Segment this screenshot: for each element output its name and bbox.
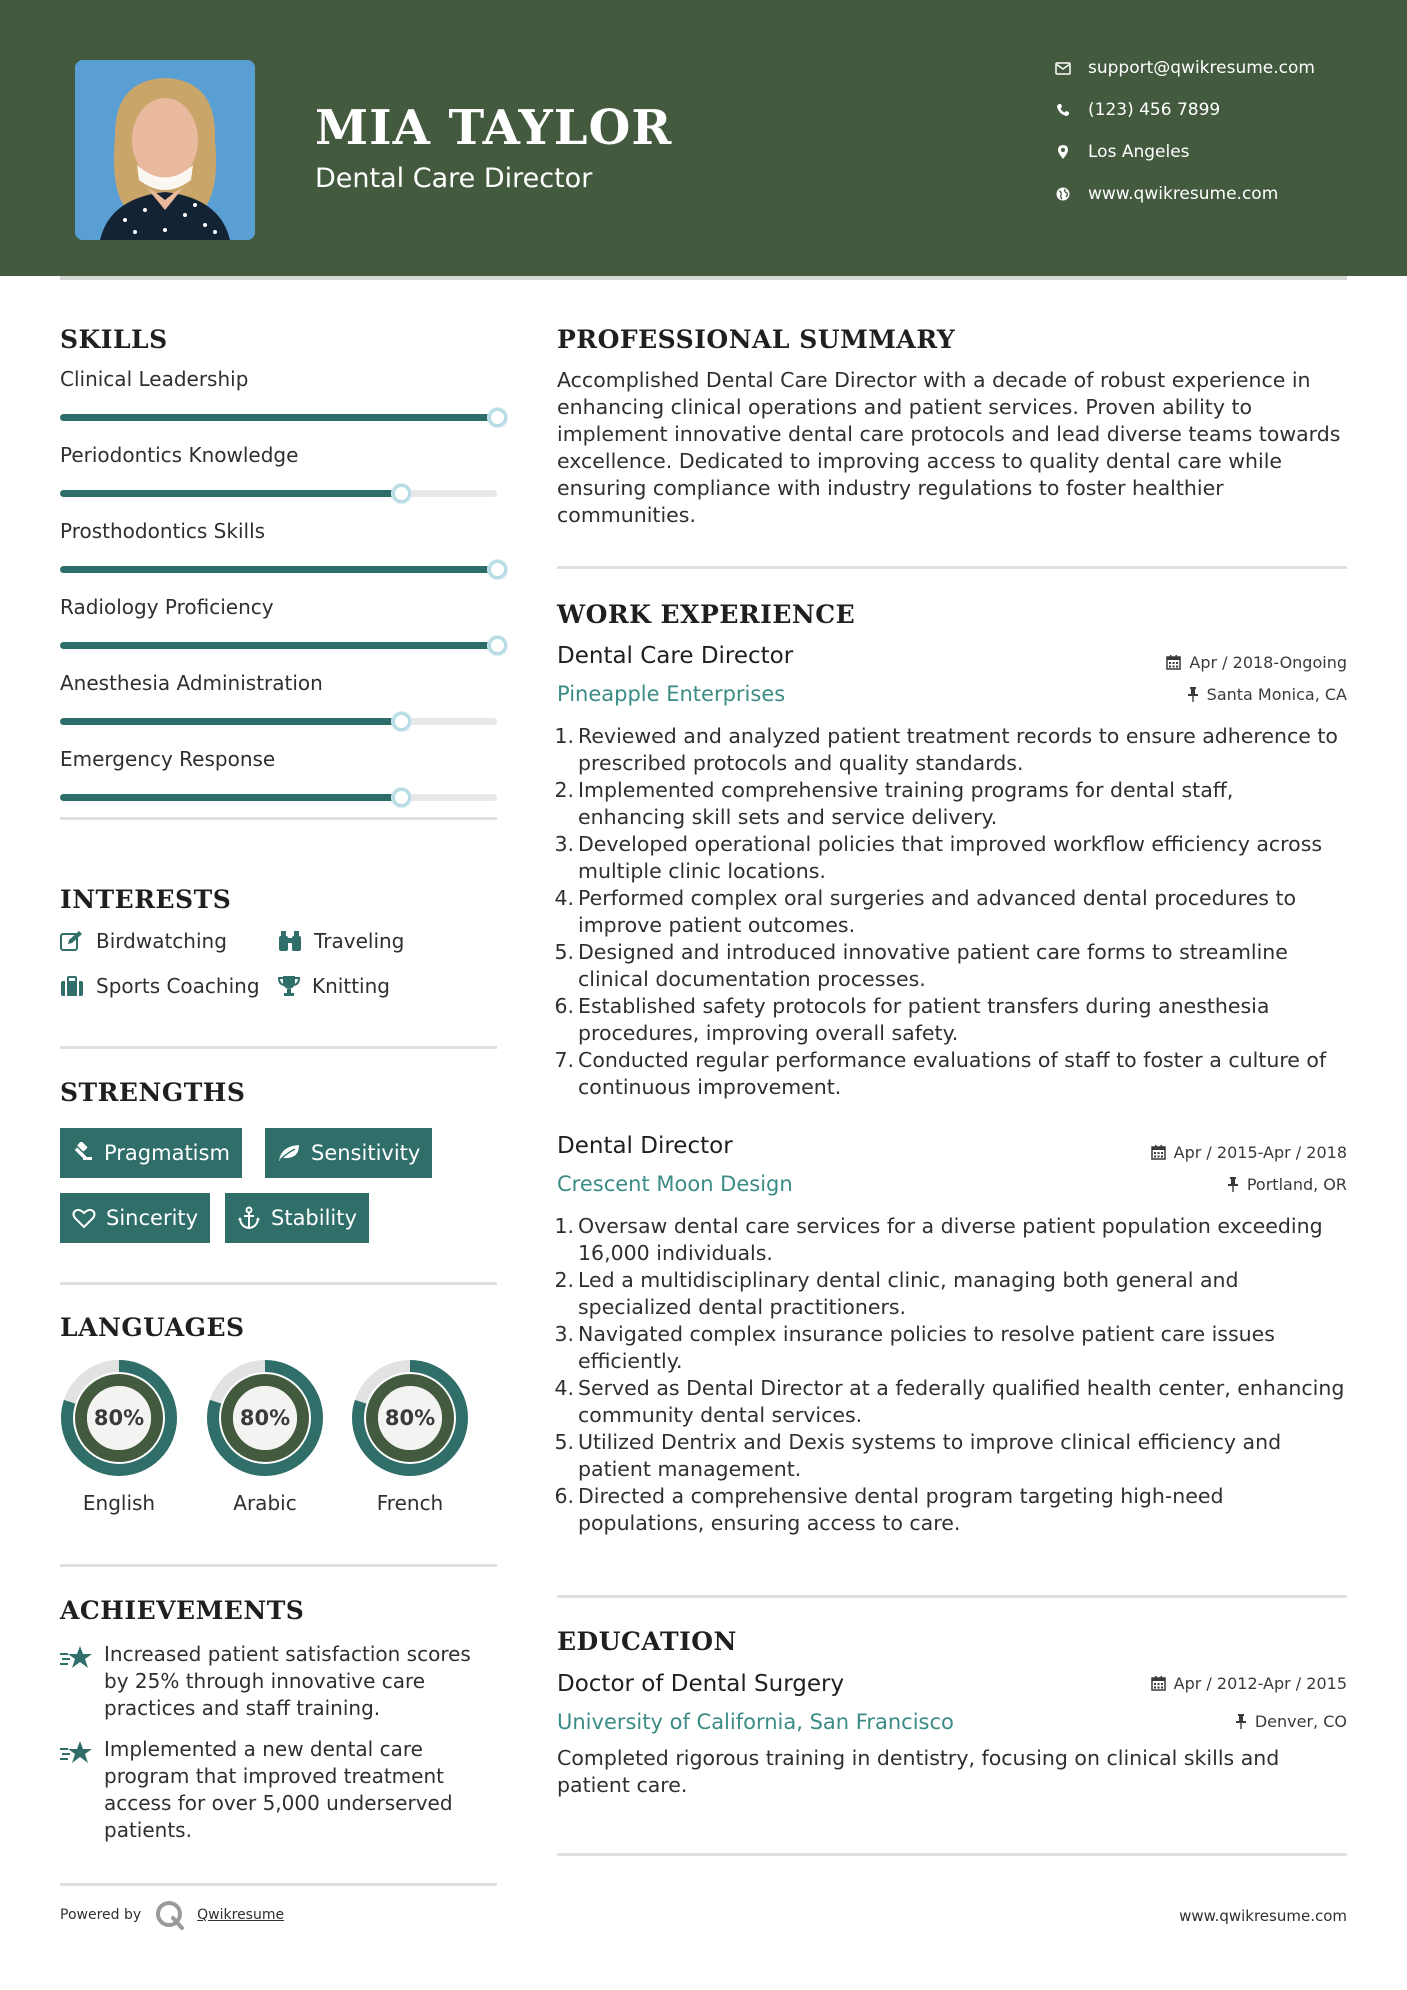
strength-label: Sensitivity [311, 1141, 421, 1165]
section-divider [60, 817, 497, 820]
job-dates-text: Apr / 2018-Ongoing [1189, 653, 1347, 672]
star-icon [60, 1736, 104, 1844]
footer-website[interactable]: www.qwikresume.com [1179, 1907, 1347, 1925]
interests-heading: INTERESTS [60, 885, 232, 914]
job-dates [1166, 653, 1347, 672]
skill-bar-knob [392, 484, 411, 503]
job-bullet [552, 1267, 1347, 1321]
calendar-icon [1151, 1145, 1166, 1160]
bullet-number: 1. [554, 724, 574, 748]
education-dates-text: Apr / 2012-Apr / 2015 [1173, 1674, 1347, 1693]
map-pin-icon [1050, 145, 1076, 159]
skill-label: Periodontics Knowledge [60, 443, 299, 467]
job-title: Dental Director [557, 1133, 733, 1159]
job-bullet-list [552, 723, 1347, 1101]
interest-label: Sports Coaching [96, 974, 260, 998]
bullet-text: Established safety protocols for patient transfers during anesthesia procedures, improving overall safety. [578, 994, 1270, 1045]
skill-bar-knob [488, 408, 507, 427]
job-bullet [552, 1047, 1347, 1101]
section-divider [557, 1853, 1347, 1856]
qwikresume-logo-icon [155, 1900, 185, 1930]
education-location [1235, 1712, 1347, 1731]
bullet-number: 6. [554, 994, 574, 1018]
job-bullet [552, 777, 1347, 831]
interest-item [278, 974, 390, 998]
language-percent: 80% [239, 1406, 291, 1430]
job-company: Pineapple Enterprises [557, 682, 786, 706]
bullet-text: Navigated complex insurance policies to resolve patient care issues efficiently. [578, 1322, 1275, 1373]
skill-bar-fill [60, 642, 497, 649]
skill-bar-knob [392, 788, 411, 807]
bullet-text: Designed and introduced innovative patient care forms to streamline clinical documentation processes. [578, 940, 1288, 991]
skill-label: Prosthodontics Skills [60, 519, 266, 543]
language-label: English [82, 1491, 156, 1515]
bullet-number: 5. [554, 1430, 574, 1454]
job-location-text: Portland, OR [1246, 1175, 1347, 1194]
contact-email-text: support@qwikresume.com [1088, 58, 1315, 78]
skill-label: Clinical Leadership [60, 367, 249, 391]
header-banner [0, 0, 1407, 276]
skill-label: Emergency Response [60, 747, 276, 771]
bullet-text: Utilized Dentrix and Dexis systems to improve clinical efficiency and patient management. [578, 1430, 1282, 1481]
section-divider [60, 1564, 497, 1567]
job-location-text: Santa Monica, CA [1206, 685, 1347, 704]
education-school: University of California, San Francisco [557, 1710, 954, 1734]
skill-bar [60, 414, 497, 421]
work-heading: WORK EXPERIENCE [557, 600, 856, 629]
job-bullet [552, 939, 1347, 993]
skills-heading: SKILLS [60, 325, 168, 354]
job-bullet [552, 993, 1347, 1047]
edit-icon [60, 931, 84, 951]
interest-label: Traveling [314, 929, 405, 953]
bullet-text: Reviewed and analyzed patient treatment records to ensure adherence to prescribed protocols and quality standards. [578, 724, 1338, 775]
bullet-number: 2. [554, 1268, 574, 1292]
job-company: Crescent Moon Design [557, 1172, 793, 1196]
strength-tag [60, 1193, 210, 1243]
skill-label: Radiology Proficiency [60, 595, 274, 619]
bullet-number: 7. [554, 1048, 574, 1072]
calendar-icon [1166, 655, 1181, 670]
job-bullet [552, 831, 1347, 885]
bullet-text: Served as Dental Director at a federally qualified health center, enhancing community dental services. [578, 1376, 1345, 1427]
skill-bar-knob [392, 712, 411, 731]
summary-text: Accomplished Dental Care Director with a decade of robust experience in enhancing clinical operations and patient services. Proven ability to implement innovative dental care protocols and lead diverse teams towards excellence. Dedicated to improving access to quality dental care while ensuring compliance with industry regulations to foster healthier communities. [557, 368, 1341, 527]
job-bullet [552, 1483, 1347, 1537]
star-icon [60, 1641, 104, 1722]
bullet-number: 4. [554, 1376, 574, 1400]
language-donut [59, 1358, 179, 1478]
profile-photo [75, 60, 255, 240]
education-description: Completed rigorous training in dentistry, focusing on clinical skills and patient care. [557, 1746, 1280, 1797]
achievement-text: Implemented a new dental care program that improved treatment access for over 5,000 underserved patients. [104, 1737, 453, 1842]
job-bullet [552, 1375, 1347, 1429]
language-label: Arabic [233, 1491, 297, 1515]
heart-icon [72, 1208, 96, 1229]
skill-bar [60, 566, 497, 573]
bullet-number: 6. [554, 1484, 574, 1508]
bullet-text: Oversaw dental care services for a diverse patient population exceeding 16,000 individuals. [578, 1214, 1323, 1265]
achievement-text: Increased patient satisfaction scores by 25% through innovative care practices and staff training. [104, 1642, 471, 1720]
skill-bar-fill [60, 566, 497, 573]
job-bullet [552, 1321, 1347, 1375]
interest-label: Knitting [312, 974, 390, 998]
achievement-item [60, 1736, 500, 1844]
bullet-number: 1. [554, 1214, 574, 1238]
pushpin-icon [1227, 1177, 1239, 1192]
skill-label: Anesthesia Administration [60, 671, 323, 695]
strength-tag [265, 1128, 432, 1178]
skill-bar-knob [488, 636, 507, 655]
skill-bar-knob [488, 560, 507, 579]
bullet-number: 4. [554, 886, 574, 910]
job-title: Dental Care Director [557, 643, 794, 669]
strength-tag [225, 1193, 369, 1243]
leaf-icon [277, 1143, 301, 1163]
pushpin-icon [1235, 1714, 1247, 1729]
contact-location [1050, 142, 1190, 162]
binoculars-icon [278, 930, 302, 952]
bullet-number: 5. [554, 940, 574, 964]
skill-bar-fill [60, 414, 497, 421]
strength-label: Stability [271, 1206, 357, 1230]
skill-bar [60, 642, 497, 649]
section-divider [60, 1282, 497, 1285]
bullet-number: 3. [554, 832, 574, 856]
header-divider [60, 276, 1347, 280]
bullet-text: Implemented comprehensive training programs for dental staff, enhancing skill sets and service delivery. [578, 778, 1234, 829]
job-bullet [552, 1429, 1347, 1483]
bullet-number: 3. [554, 1322, 574, 1346]
globe-icon [1050, 187, 1076, 201]
phone-icon [1050, 103, 1076, 117]
language-donut [350, 1358, 470, 1478]
bullet-text: Conducted regular performance evaluations of staff to foster a culture of continuous improvement. [578, 1048, 1327, 1099]
contact-location-text: Los Angeles [1088, 142, 1190, 162]
education-dates [1151, 1674, 1347, 1693]
bullet-text: Developed operational policies that improved workflow efficiency across multiple clinic locations. [578, 832, 1323, 883]
summary-heading: PROFESSIONAL SUMMARY [557, 325, 956, 354]
candidate-role: Dental Care Director [315, 163, 593, 194]
section-divider [60, 1046, 497, 1049]
envelope-icon [1050, 62, 1076, 75]
education-location-text: Denver, CO [1254, 1712, 1347, 1731]
bullet-text: Performed complex oral surgeries and advanced dental procedures to improve patient outcomes. [578, 886, 1297, 937]
section-divider [557, 566, 1347, 569]
job-dates-text: Apr / 2015-Apr / 2018 [1173, 1143, 1347, 1162]
job-bullet-list [552, 1213, 1347, 1537]
qwikresume-link[interactable]: Qwikresume [197, 1907, 285, 1923]
bullet-text: Directed a comprehensive dental program targeting high-need populations, ensuring access to care. [578, 1484, 1224, 1535]
contact-phone[interactable] [1050, 100, 1220, 120]
job-location [1227, 1175, 1347, 1194]
skill-bar [60, 490, 497, 497]
achievements-heading: ACHIEVEMENTS [60, 1596, 305, 1625]
section-divider [557, 1595, 1347, 1598]
strength-tag [60, 1128, 242, 1178]
footer-powered-by [60, 1900, 284, 1930]
skill-bar-fill [60, 490, 401, 497]
strengths-heading: STRENGTHS [60, 1078, 246, 1107]
strength-label: Sincerity [106, 1206, 199, 1230]
education-heading: EDUCATION [557, 1627, 737, 1656]
language-donut [205, 1358, 325, 1478]
language-percent: 80% [384, 1406, 436, 1430]
interest-item [60, 929, 227, 953]
job-location [1187, 685, 1347, 704]
contact-email[interactable] [1050, 58, 1315, 78]
contact-website-text: www.qwikresume.com [1088, 184, 1279, 204]
candidate-name: MIA TAYLOR [315, 100, 673, 156]
contact-website[interactable] [1050, 184, 1278, 204]
calendar-icon [1151, 1676, 1166, 1691]
skill-bar [60, 794, 497, 801]
achievement-item [60, 1641, 500, 1722]
anchor-icon [237, 1206, 261, 1230]
job-bullet [552, 885, 1347, 939]
job-dates [1151, 1143, 1347, 1162]
bullet-number: 2. [554, 778, 574, 802]
strength-label: Pragmatism [104, 1141, 230, 1165]
interest-item [60, 974, 260, 998]
powered-by-text: Powered by [60, 1907, 142, 1923]
language-label: French [376, 1491, 444, 1515]
gavel-icon [72, 1142, 94, 1164]
skill-bar-fill [60, 794, 401, 801]
briefcase-icon [60, 976, 84, 996]
job-bullet [552, 723, 1347, 777]
bullet-text: Led a multidisciplinary dental clinic, managing both general and specialized dental practitioners. [578, 1268, 1239, 1319]
section-divider [60, 1883, 497, 1886]
pushpin-icon [1187, 687, 1199, 702]
language-percent: 80% [93, 1406, 145, 1430]
trophy-icon [278, 975, 300, 997]
skill-bar [60, 718, 497, 725]
education-degree: Doctor of Dental Surgery [557, 1671, 845, 1697]
interest-item [278, 929, 404, 953]
interest-label: Birdwatching [96, 929, 227, 953]
languages-heading: LANGUAGES [60, 1313, 245, 1342]
job-bullet [552, 1213, 1347, 1267]
skill-bar-fill [60, 718, 401, 725]
contact-phone-text: (123) 456 7899 [1088, 100, 1221, 120]
